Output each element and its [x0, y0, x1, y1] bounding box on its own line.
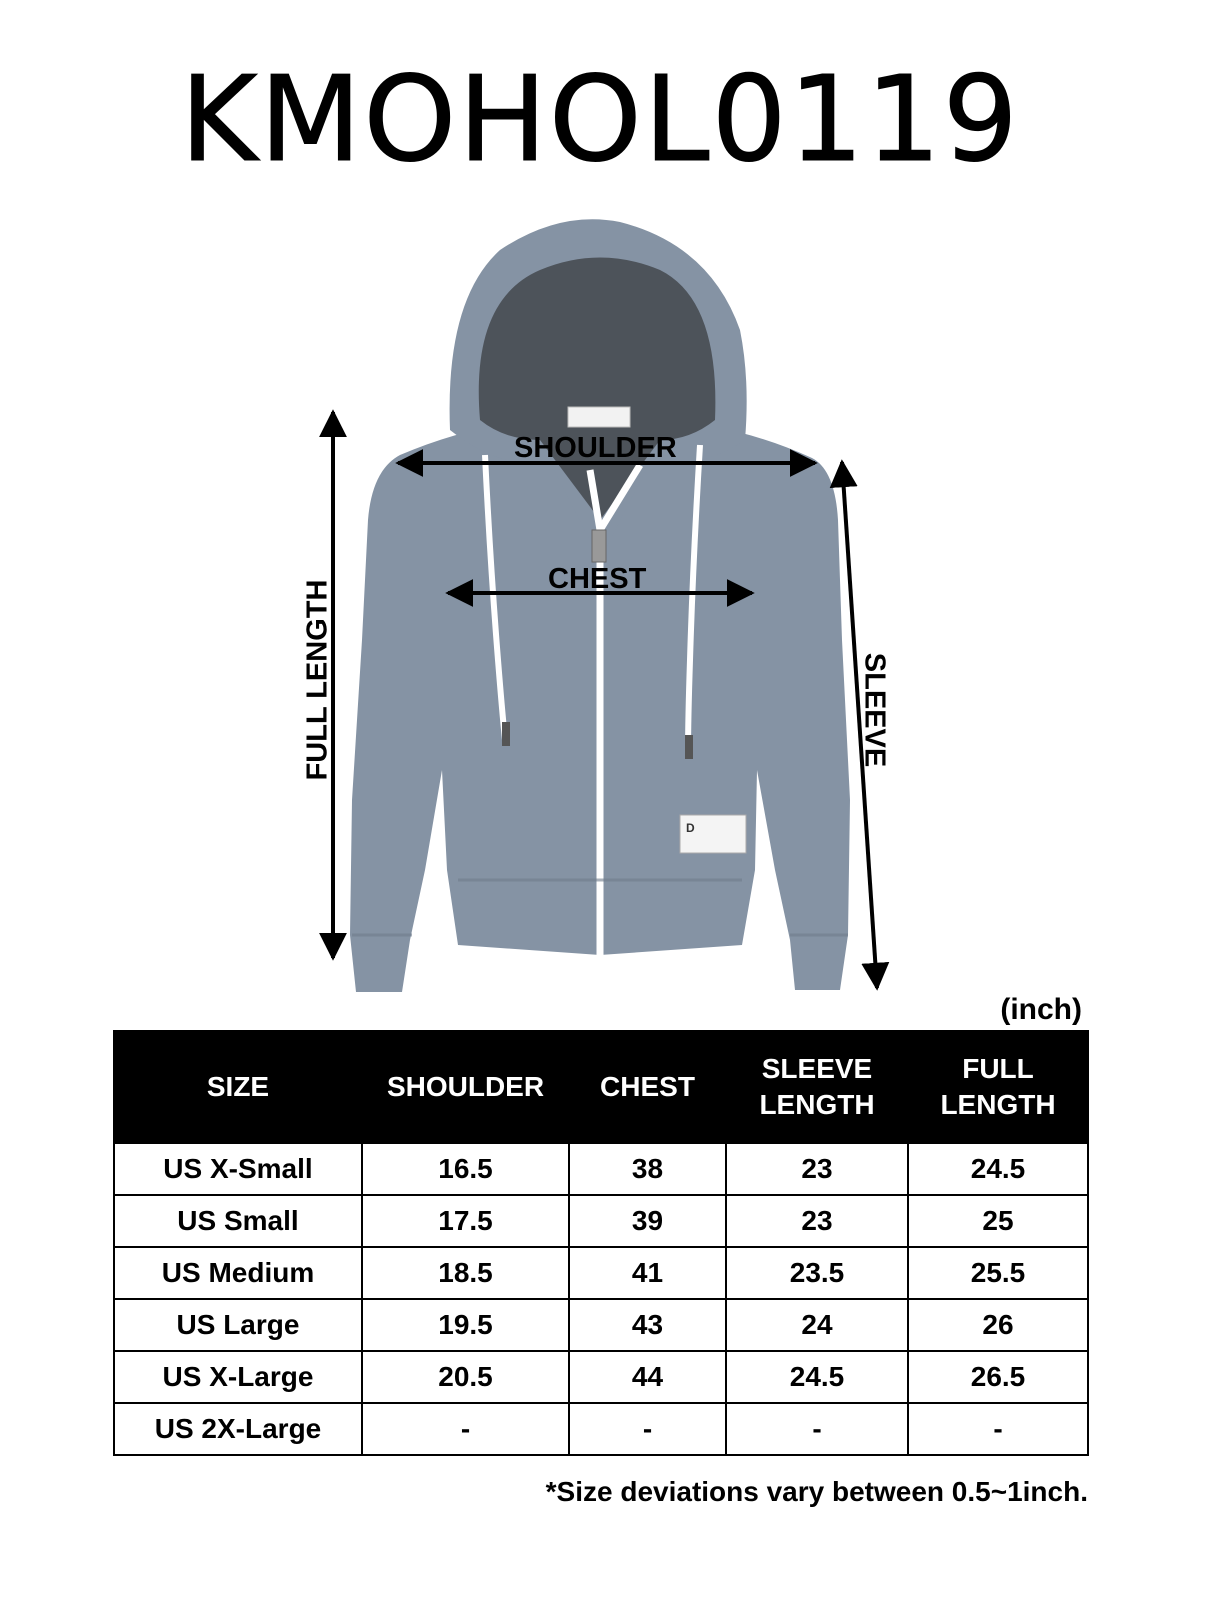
- table-row: [114, 1351, 1088, 1403]
- table-cell: US Large: [114, 1299, 362, 1351]
- table-cell: 43: [569, 1299, 726, 1351]
- full-length-label: FULL LENGTH: [301, 579, 334, 781]
- table-cell: 23.5: [726, 1247, 908, 1299]
- table-cell: 18.5: [362, 1247, 569, 1299]
- table-cell: 20.5: [362, 1351, 569, 1403]
- table-cell: 39: [569, 1195, 726, 1247]
- table-row: [114, 1195, 1088, 1247]
- table-cell: -: [362, 1403, 569, 1455]
- table-cell: 26.5: [908, 1351, 1088, 1403]
- header-full-length: FULL LENGTH: [908, 1031, 1088, 1143]
- table-cell: 24.5: [908, 1143, 1088, 1195]
- header-chest: CHEST: [569, 1031, 726, 1143]
- table-cell: 25: [908, 1195, 1088, 1247]
- unit-label: (inch): [1000, 993, 1082, 1026]
- table-row: [114, 1299, 1088, 1351]
- table-cell: US 2X-Large: [114, 1403, 362, 1455]
- product-code-title: KMOHOL0119: [180, 50, 1020, 188]
- table-row: [114, 1247, 1088, 1299]
- table-cell: 23: [726, 1195, 908, 1247]
- table-cell: 25.5: [908, 1247, 1088, 1299]
- table-cell: 19.5: [362, 1299, 569, 1351]
- header-size: SIZE: [114, 1031, 362, 1143]
- table-cell: 17.5: [362, 1195, 569, 1247]
- table-row: [114, 1403, 1088, 1455]
- table-cell: 44: [569, 1351, 726, 1403]
- header-sleeve-length: SLEEVE LENGTH: [726, 1031, 908, 1143]
- chest-label: CHEST: [548, 563, 647, 595]
- table-cell: US X-Small: [114, 1143, 362, 1195]
- table-cell: 24: [726, 1299, 908, 1351]
- table-cell: 23: [726, 1143, 908, 1195]
- table-cell: 26: [908, 1299, 1088, 1351]
- table-cell: 38: [569, 1143, 726, 1195]
- table-cell: US Small: [114, 1195, 362, 1247]
- svg-text:D: D: [686, 821, 695, 835]
- table-row: [114, 1143, 1088, 1195]
- shoulder-label: SHOULDER: [514, 432, 677, 464]
- header-shoulder: SHOULDER: [362, 1031, 569, 1143]
- size-deviation-note: *Size deviations vary between 0.5~1inch.: [545, 1476, 1088, 1507]
- hoodie-illustration: [0, 200, 1230, 1020]
- table-cell: 41: [569, 1247, 726, 1299]
- table-cell: -: [908, 1403, 1088, 1455]
- table-header-row: [114, 1031, 1088, 1143]
- table-cell: US X-Large: [114, 1351, 362, 1403]
- table-cell: US Medium: [114, 1247, 362, 1299]
- size-chart-table: [113, 1030, 1089, 1456]
- sleeve-label: SLEEVE: [858, 652, 891, 768]
- table-cell: 16.5: [362, 1143, 569, 1195]
- table-cell: -: [569, 1403, 726, 1455]
- table-cell: -: [726, 1403, 908, 1455]
- table-cell: 24.5: [726, 1351, 908, 1403]
- hoodie-icon: [350, 219, 850, 992]
